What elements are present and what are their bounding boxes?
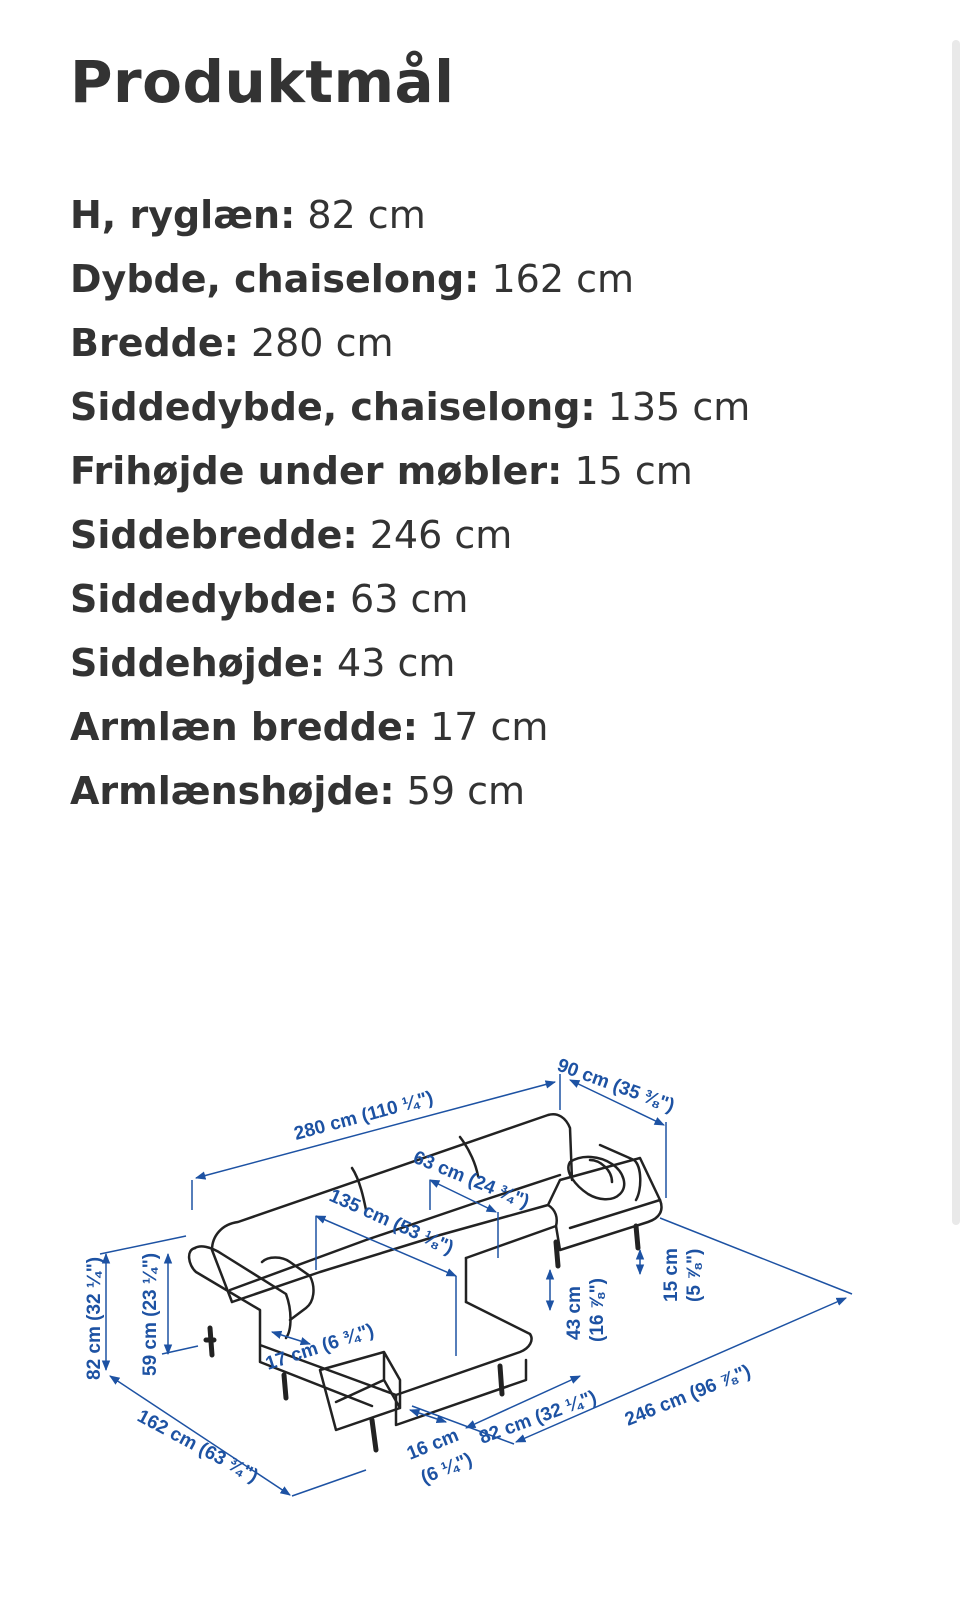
spec-label: H, ryglæn: xyxy=(70,193,296,237)
spec-value: 280 cm xyxy=(250,321,394,365)
spec-value: 43 cm xyxy=(337,641,456,685)
spec-label: Armlænshøjde: xyxy=(70,769,395,813)
spec-value: 15 cm xyxy=(574,449,693,493)
spec-row xyxy=(70,503,930,567)
spec-label: Siddebredde: xyxy=(70,513,358,557)
spec-row xyxy=(70,759,930,823)
dimension-diagram xyxy=(0,1040,960,1600)
bolster-pillow xyxy=(568,1157,624,1199)
spec-row xyxy=(70,183,930,247)
spec-row xyxy=(70,631,930,695)
spec-value: 82 cm xyxy=(307,193,426,237)
spec-value: 17 cm xyxy=(430,705,549,749)
dim-seat-height-in: (16 ⅞") xyxy=(587,1278,608,1342)
spec-value: 162 cm xyxy=(491,257,634,301)
spec-label: Siddedybde: xyxy=(70,577,338,621)
spec-row xyxy=(70,247,930,311)
spec-value: 59 cm xyxy=(406,769,526,813)
dim-back-depth: 82 cm (32 ¼") xyxy=(476,1386,600,1449)
dim-armrest-height: 59 cm (23 ¼") xyxy=(140,1252,161,1376)
spec-label: Bredde: xyxy=(70,321,239,365)
dim-leg-in: (6 ¼") xyxy=(418,1449,476,1489)
spec-value: 246 cm xyxy=(369,513,513,557)
dim-clearance-cm: 15 cm xyxy=(661,1248,682,1302)
dim-leg-cm: 16 cm xyxy=(404,1424,462,1465)
spec-row xyxy=(70,567,930,631)
dim-back-height: 82 cm (32 ¼") xyxy=(84,1256,105,1380)
page-title: Produktmål xyxy=(70,48,455,116)
dim-chaise-depth: 162 cm (63 ¾") xyxy=(133,1405,262,1488)
spec-row xyxy=(70,439,930,503)
dim-clearance-in: (5 ⅞") xyxy=(684,1248,705,1302)
spec-value: 135 cm xyxy=(607,385,751,429)
dim-depth: 90 cm (35 ⅜") xyxy=(554,1054,678,1117)
left-armrest xyxy=(195,1246,291,1338)
dimension-lines xyxy=(100,1074,852,1496)
sofa-dimension-drawing xyxy=(0,1040,960,1600)
spec-row xyxy=(70,695,930,759)
dim-armrest-width: 17 cm (6 ¾") xyxy=(263,1320,377,1375)
spec-value: 63 cm xyxy=(350,577,469,621)
spec-label: Dybde, chaiselong: xyxy=(70,257,480,301)
spec-label: Frihøjde under møbler: xyxy=(70,449,563,493)
dim-seat-width: 246 cm (96 ⅞") xyxy=(622,1361,754,1431)
spec-list xyxy=(70,183,930,823)
spec-row xyxy=(70,311,930,375)
spec-label: Siddehøjde: xyxy=(70,641,325,685)
spec-label: Armlæn bredde: xyxy=(70,705,418,749)
dim-seat-height-cm: 43 cm xyxy=(564,1286,585,1340)
spec-label: Siddedybde, chaiselong: xyxy=(70,385,596,429)
dim-width-total: 280 cm (110 ¼") xyxy=(291,1087,436,1145)
dim-chaise-seat-depth: 135 cm (53 ⅛") xyxy=(325,1185,457,1259)
spec-row xyxy=(70,375,930,439)
dim-seat-depth: 63 cm (24 ¾") xyxy=(410,1147,533,1213)
